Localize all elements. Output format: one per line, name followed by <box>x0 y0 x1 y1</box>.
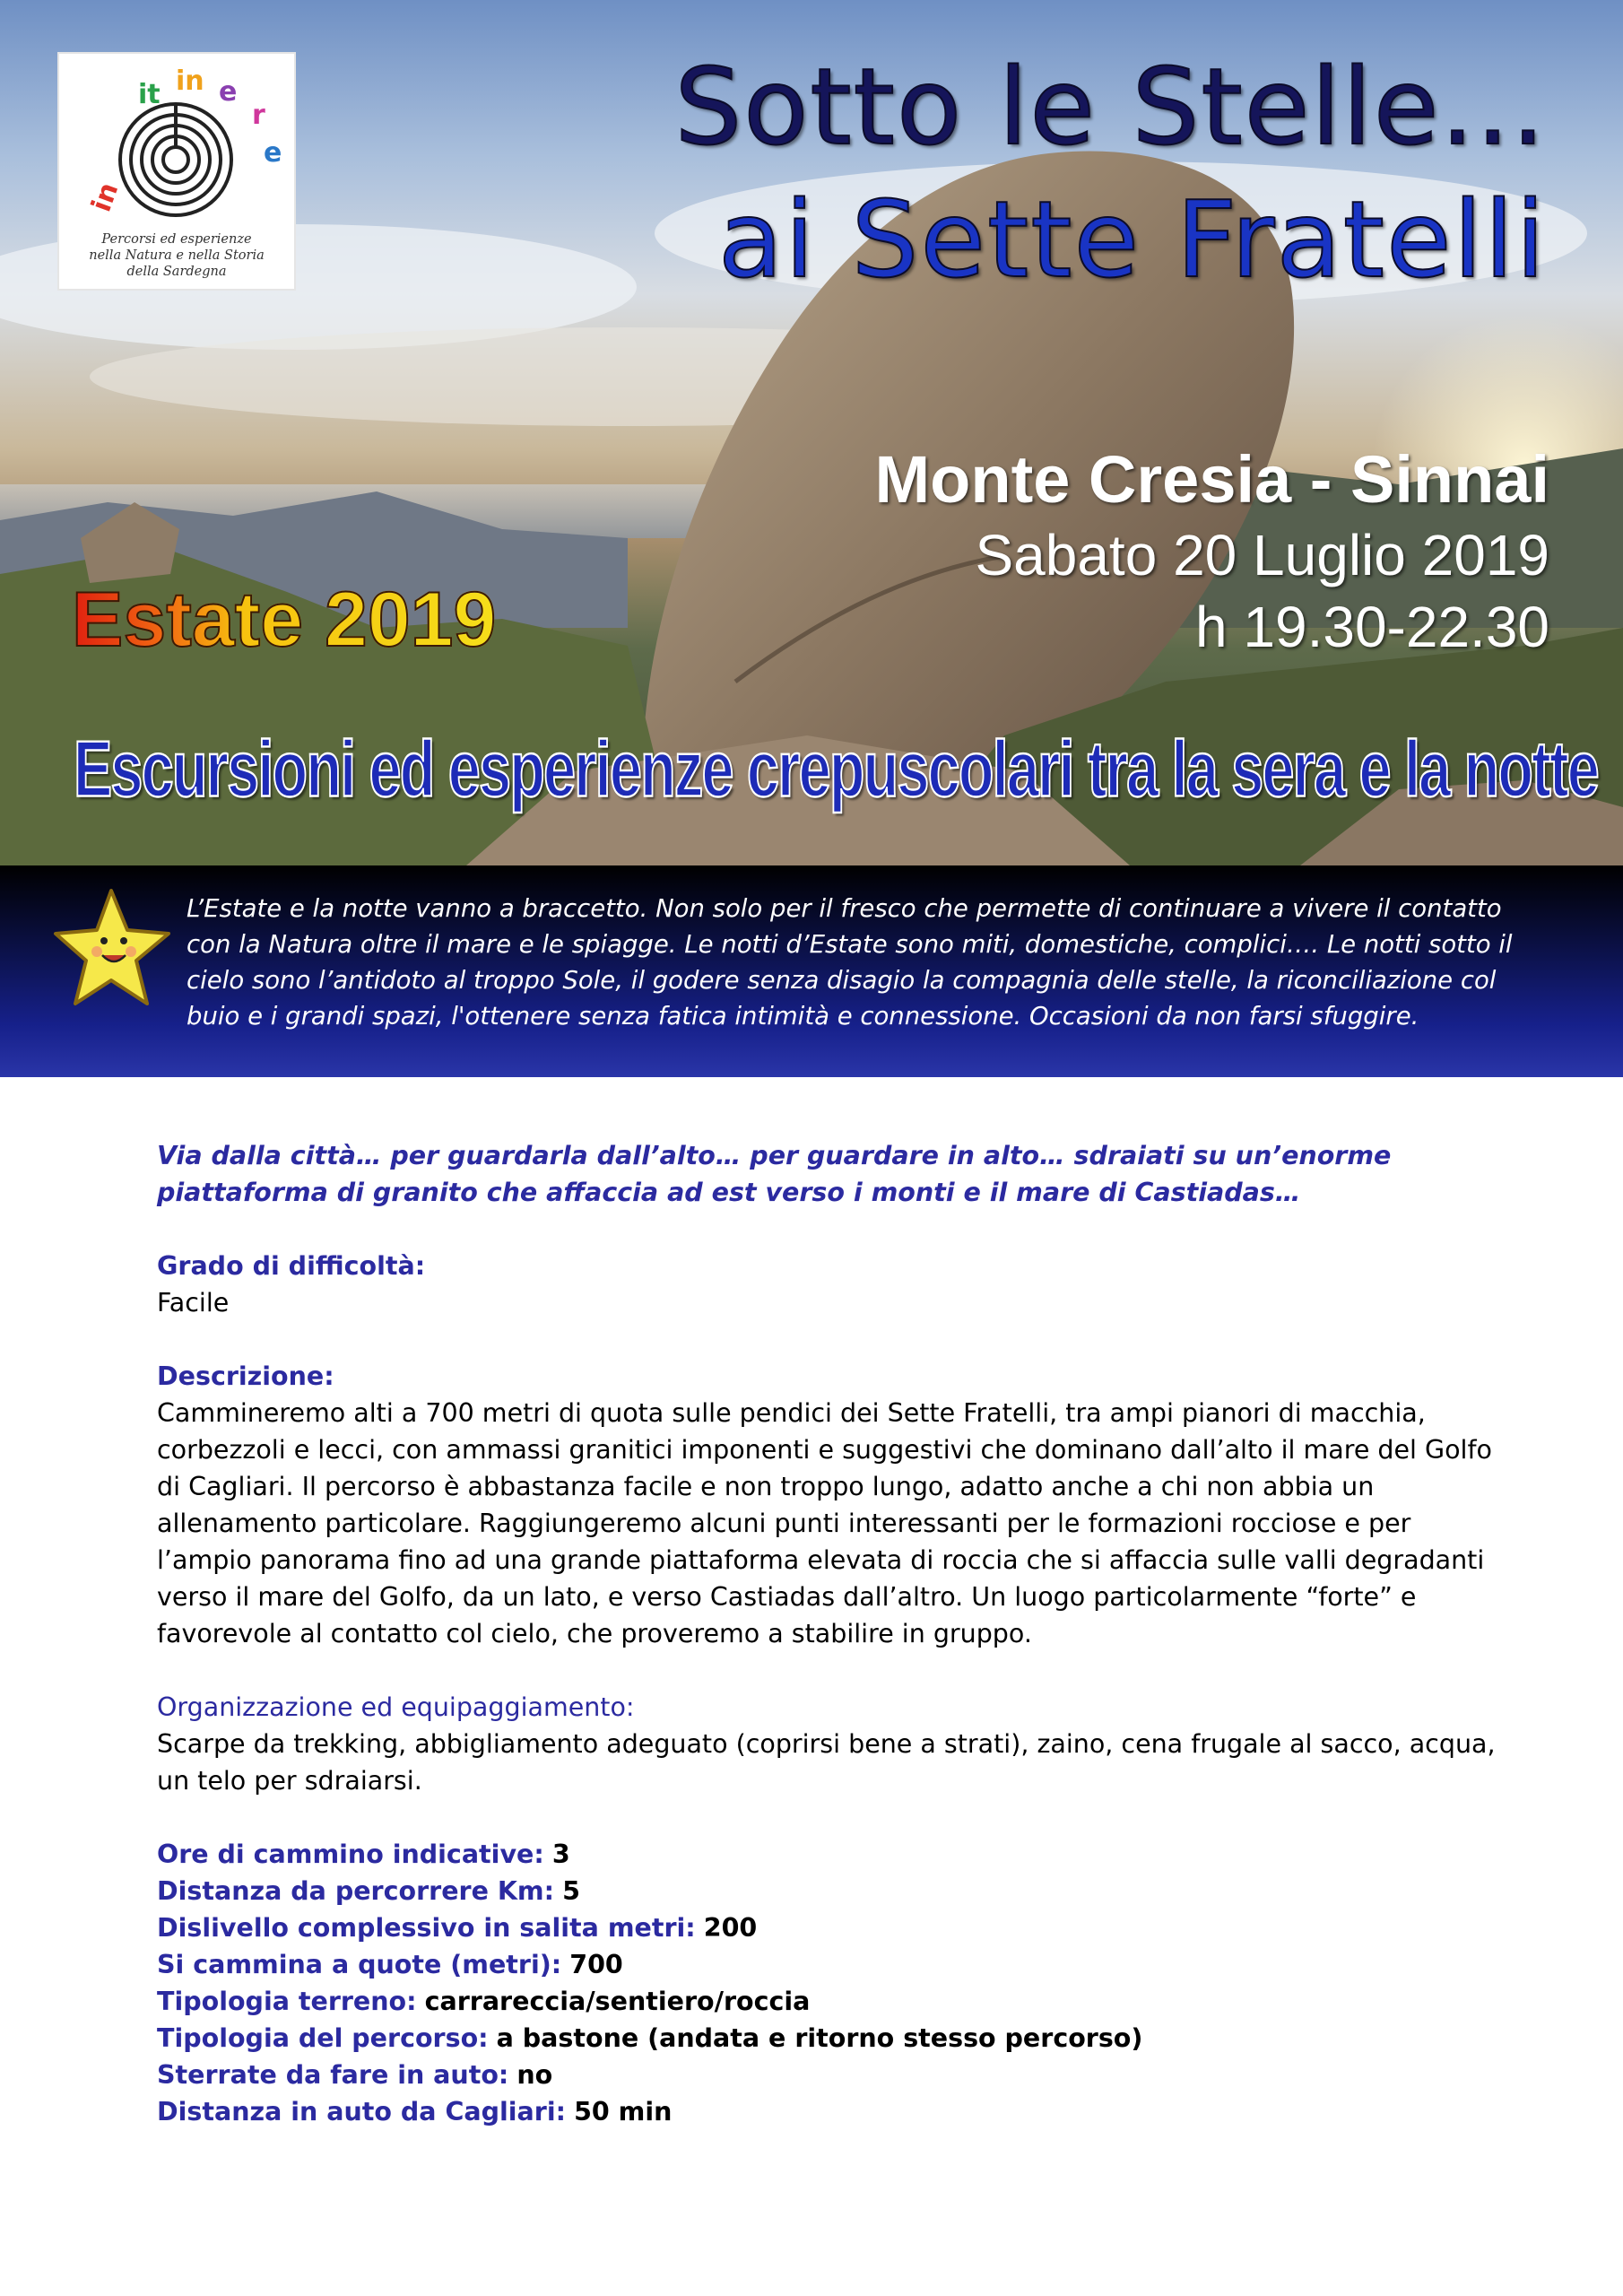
hero-banner <box>0 0 1623 865</box>
detail-label: Distanza da percorrere Km: <box>157 1876 555 1906</box>
logo-caption-line3: della Sardegna <box>126 265 227 279</box>
event-date: Sabato 20 Luglio 2019 <box>975 523 1549 587</box>
lead-paragraph: Via dalla città… per guardarla dall’alto… per guardare in alto… sdraiati su un’enorme piattaforma di granito che affaccia ad est verso i monti e il mare di Castiadas… <box>157 1141 1392 1207</box>
detail-row <box>157 1909 1502 1946</box>
detail-row <box>157 1836 1502 1873</box>
title-line2: ai Sette Fratelli <box>717 178 1547 301</box>
main-content <box>157 1137 1502 2130</box>
logo-caption-line2: nella Natura e nella Storia <box>89 248 265 263</box>
description-label: Descrizione: <box>157 1361 334 1391</box>
svg-text:r: r <box>252 100 265 131</box>
svg-text:it: it <box>138 79 161 110</box>
detail-row <box>157 2093 1502 2130</box>
intro-band <box>0 865 1623 1077</box>
difficulty-label: Grado di difficoltà: <box>157 1251 426 1281</box>
detail-value: 700 <box>569 1950 623 1979</box>
logo-caption-line1: Percorsi ed esperienze <box>101 232 252 247</box>
labyrinth-logo-icon <box>59 54 294 224</box>
season-label: Estate 2019 <box>72 577 497 663</box>
detail-row <box>157 1873 1502 1909</box>
detail-label: Tipologia terreno: <box>157 1987 417 2016</box>
tagline: Escursioni ed esperienze crepuscolari tra la sera e la notte <box>74 726 1598 813</box>
detail-value: a bastone (andata e ritorno stesso percorso) <box>496 2023 1143 2053</box>
detail-value: 200 <box>703 1913 758 1943</box>
detail-row <box>157 2020 1502 2057</box>
smiling-star-icon <box>52 885 173 1011</box>
detail-value: 3 <box>551 1839 570 1869</box>
in-itinere-logo <box>57 52 296 291</box>
description-text: Cammineremo alti a 700 metri di quota sulle pendici dei Sette Fratelli, tra ampi pianori di macchia, corbezzoli e lecci, con ammassi granitici imponenti e suggestivi che dominano dall’alto il mare del Golfo di Cagliari. Il percorso è abbastanza facile e non troppo lungo, adatto anche a chi non abbia un allenamento particolare. Raggiungeremo alcuni punti interessanti per le formazioni rocciose e per l’ampio panorama fino ad una grande piattaforma elevata di roccia che si affaccia sulle valli degradanti verso il mare del Golfo, da un lato, e verso Castiadas dall’altro. Un luogo particolarmente “forte” e favorevole al contatto col cielo, che proveremo a stabilire in gruppo. <box>157 1398 1492 1648</box>
svg-text:e: e <box>264 137 282 169</box>
details-list <box>157 1836 1502 2130</box>
event-hours: h 19.30-22.30 <box>1195 595 1549 659</box>
event-place: Monte Cresia - Sinnai <box>874 442 1549 517</box>
detail-value: 5 <box>562 1876 580 1906</box>
detail-label: Dislivello complessivo in salita metri: <box>157 1913 696 1943</box>
detail-row <box>157 1946 1502 1983</box>
detail-label: Distanza in auto da Cagliari: <box>157 2097 566 2126</box>
detail-value: 50 min <box>574 2097 673 2126</box>
difficulty-value: Facile <box>157 1288 230 1318</box>
equipment-label: Organizzazione ed equipaggiamento: <box>157 1692 635 1722</box>
title-line1: Sotto le Stelle... <box>674 45 1547 169</box>
detail-label: Ore di cammino indicative: <box>157 1839 544 1869</box>
intro-text: L’Estate e la notte vanno a braccetto. Non solo per il fresco che permette di continuare a vivere il contatto con la Natura oltre il mare e le spiagge. Le notti d’Estate sono miti, domestiche, complici…. Le notti sotto il cielo sono l’antidoto al troppo Sole, il godere senza disagio la compagnia delle stelle, la riconciliazione col buio e i grandi spazi, l'ottenere senza fatica intimità e connessione. Occasioni da non farsi sfuggire. <box>187 894 1513 1031</box>
detail-label: Si cammina a quote (metri): <box>157 1950 562 1979</box>
svg-text:in: in <box>176 65 204 97</box>
detail-value: carrareccia/sentiero/roccia <box>424 1987 811 2016</box>
equipment-text: Scarpe da trekking, abbigliamento adeguato (coprirsi bene a strati), zaino, cena frugale al sacco, acqua, un telo per sdraiarsi. <box>157 1729 1496 1796</box>
svg-text:e: e <box>219 76 238 108</box>
detail-label: Tipologia del percorso: <box>157 2023 489 2053</box>
detail-row <box>157 2057 1502 2093</box>
svg-text:in: in <box>85 178 126 216</box>
detail-row <box>157 1983 1502 2020</box>
detail-value: no <box>516 2060 553 2090</box>
detail-label: Sterrate da fare in auto: <box>157 2060 509 2090</box>
